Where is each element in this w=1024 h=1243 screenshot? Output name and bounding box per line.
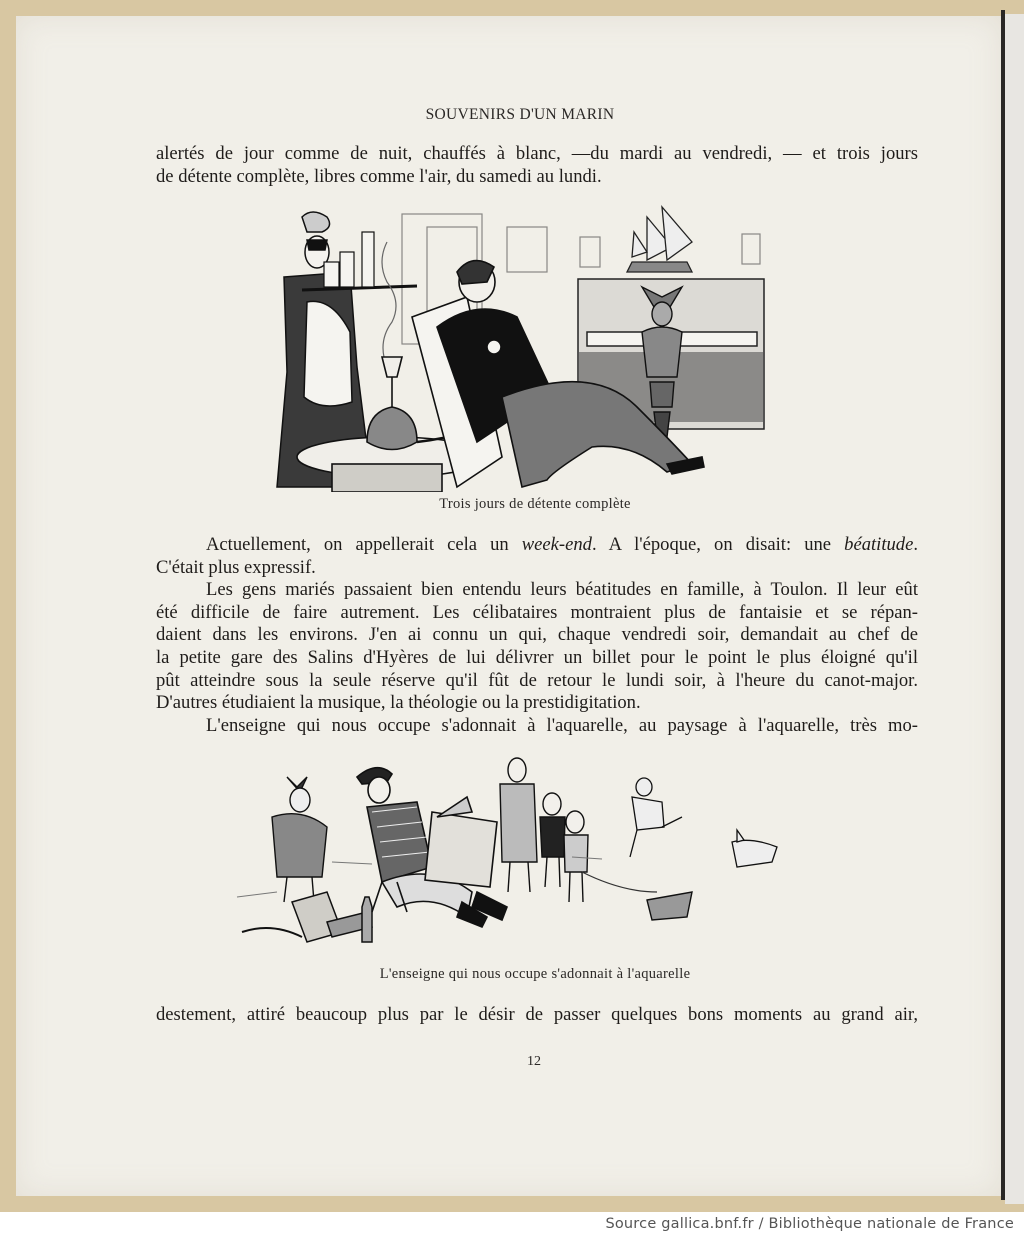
bottom-paragraph	[156, 1004, 918, 1027]
italic-term: week-end	[521, 534, 592, 555]
page-number: 12	[527, 1054, 541, 1069]
text-line: alertés de jour comme de nuit, chauffés à blanc, —du mardi au vendredi, — et trois jours	[156, 143, 918, 164]
adjacent-page-edge	[1005, 14, 1024, 1204]
figure-caption: L'enseigne qui nous occupe s'adonnait à l'aquarelle	[379, 966, 691, 982]
source-attribution: Source gallica.bnf.fr / Bibliothèque nationale de France	[605, 1216, 1014, 1232]
text-line	[156, 534, 918, 557]
text-line: L'enseigne qui nous occupe s'adonnait à l'aquarelle, au paysage à l'aquarelle, très mo-	[206, 714, 918, 736]
text-line: daient dans les environs. J'en ai connu un qui, chaque vendredi soir, demandait au chef de	[156, 624, 918, 646]
text-line: D'autres étudiaient la musique, la théologie ou la prestidigitation.	[156, 692, 641, 714]
text-segment: . A l'époque, on disait: une	[591, 534, 845, 555]
text-line: destement, attiré beaucoup plus par le désir de passer quelques bons moments au grand air,	[156, 1004, 918, 1025]
text-line: pût atteindre sous la seule réserve qu'il fût de retour le lundi soir, à l'heure du canot-major.	[156, 669, 918, 691]
text-segment: Actuellement, on appellerait cela un	[206, 534, 522, 555]
text-line: C'était plus expressif.	[156, 556, 316, 578]
text-line: la petite gare des Salins d'Hyères de lui délivrer un billet pour le point le plus éloigné qu'il	[156, 646, 918, 668]
top-paragraph	[156, 143, 918, 188]
illustration-hookah-salon	[262, 202, 782, 492]
illustration-painting-outdoors	[232, 742, 812, 962]
text-line: Les gens mariés passaient bien entendu leurs béatitudes en famille, à Toulon. Il leur eût	[206, 579, 918, 601]
figure-caption: Trois jours de détente complète	[439, 496, 631, 512]
text-line: été difficile de faire autrement. Les célibataires montraient plus de fantaisie et se répan-	[156, 601, 918, 623]
text-line: de détente complète, libres comme l'air, du samedi au lundi.	[156, 165, 602, 187]
main-paragraphs	[156, 534, 918, 737]
italic-term: béatitude	[844, 534, 914, 555]
running-head: SOUVENIRS D'UN MARIN	[425, 106, 615, 123]
text-segment: .	[913, 534, 918, 555]
